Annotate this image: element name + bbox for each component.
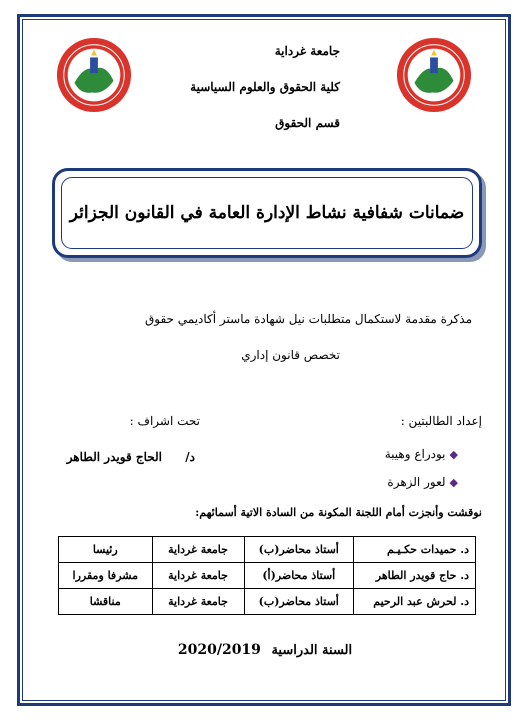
member-university: جامعة غرداية bbox=[152, 589, 244, 615]
member-role: مناقشا bbox=[59, 589, 153, 615]
students-label: إعداد الطالبتين : bbox=[400, 414, 482, 428]
committee-intro: نوقشت وأنجزت أمام اللجنة المكونة من السادة الاتية أسمائهم: bbox=[195, 506, 482, 519]
member-role: مشرفا ومقررا bbox=[59, 563, 153, 589]
member-name: د. حاج قويدر الطاهر bbox=[354, 563, 476, 589]
member-rank: أستاذ محاضر(ب) bbox=[244, 589, 353, 615]
member-rank: أستاذ محاضر(ب) bbox=[244, 537, 353, 563]
table-row bbox=[59, 589, 476, 615]
diamond-bullet-icon: ◆ bbox=[449, 448, 458, 461]
member-name: د. لحرش عبد الرحيم bbox=[354, 589, 476, 615]
academic-year-value: 2020/2019 bbox=[177, 642, 261, 658]
specialty: تخصص قانون إداري bbox=[241, 348, 340, 362]
member-rank: أستاذ محاضر(أ) bbox=[244, 563, 353, 589]
student-name: لعور الزهرة bbox=[387, 475, 446, 489]
table-row bbox=[59, 563, 476, 589]
university-seal-icon bbox=[395, 36, 473, 114]
supervisor-name: الحاج قويدر الطاهر bbox=[66, 450, 162, 464]
faculty-name: كلية الحقوق والعلوم السياسية bbox=[190, 80, 340, 94]
member-name: د. حميدات حكـيـم bbox=[354, 537, 476, 563]
member-role: رئيسا bbox=[59, 537, 153, 563]
university-seal-icon bbox=[55, 36, 133, 114]
title-box bbox=[52, 168, 482, 258]
committee-table bbox=[58, 536, 476, 615]
academic-year-label: السنة الدراسية bbox=[271, 643, 353, 658]
student-name: بودراع وهيبة bbox=[384, 447, 446, 461]
table-row bbox=[59, 537, 476, 563]
diamond-bullet-icon: ◆ bbox=[449, 476, 458, 489]
department-name: قسم الحقوق bbox=[275, 116, 340, 130]
member-university: جامعة غرداية bbox=[152, 537, 244, 563]
member-university: جامعة غرداية bbox=[152, 563, 244, 589]
student-1 bbox=[385, 447, 458, 461]
supervisor-label: تحت اشراف : bbox=[129, 414, 200, 428]
thesis-title: ضمانات شفافية نشاط الإدارة العامة في القانون الجزائر bbox=[69, 203, 465, 223]
university-name: جامعة غرداية bbox=[274, 44, 340, 58]
thesis-subtitle: مذكرة مقدمة لاستكمال متطلبات نيل شهادة ماستر أكاديمي حقوق bbox=[144, 312, 472, 326]
supervisor-prefix: د/ bbox=[185, 450, 195, 464]
academic-year bbox=[0, 642, 530, 658]
student-2 bbox=[387, 475, 458, 489]
